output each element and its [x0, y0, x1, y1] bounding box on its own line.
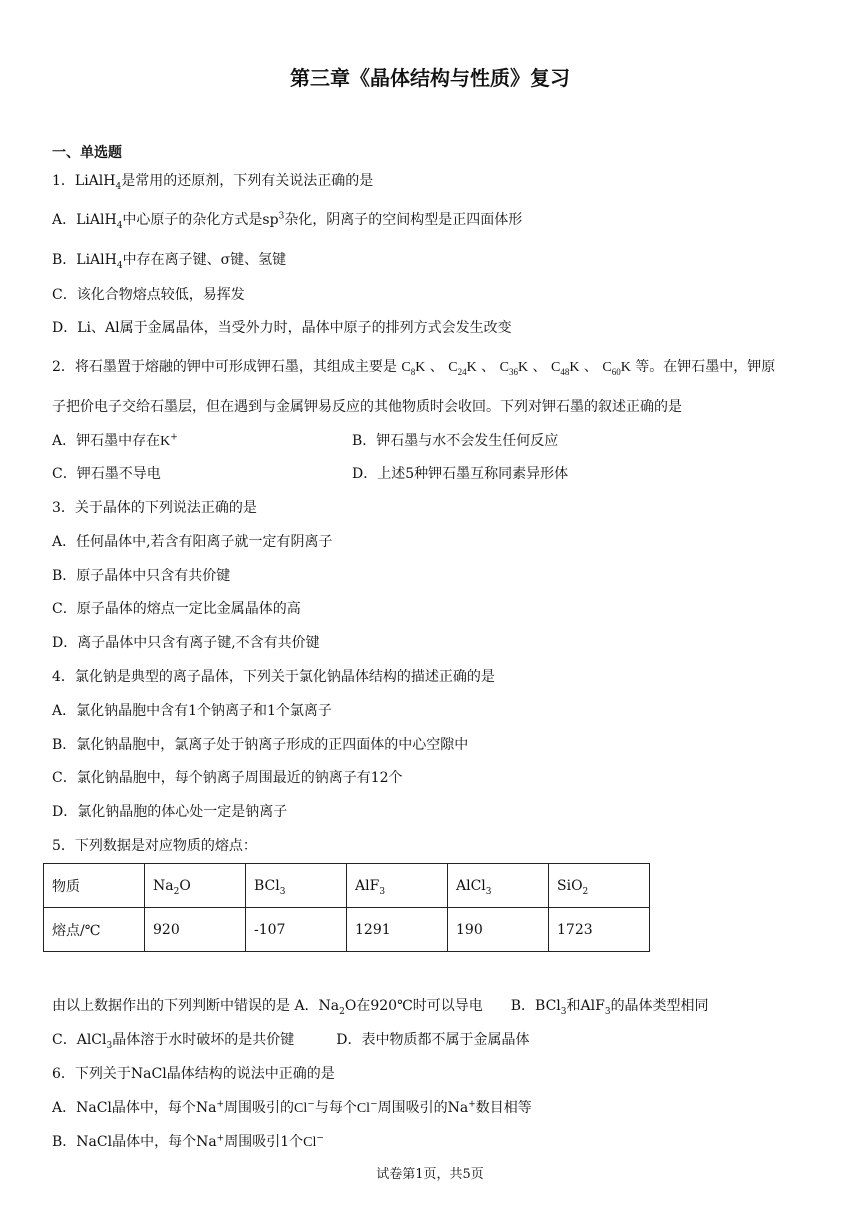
q1-option-d: D．Li、Al属于金属晶体，当受外力时，晶体中原子的排列方式会发生改变: [52, 320, 512, 336]
q5-options-line1: 由以上数据作出的下列判断中错误的是 A．$Na_2O$在920℃时可以导电 B．BCl$_3$和AlF$_3$的晶体类型相同: [52, 998, 709, 1017]
q2-option-a: A．钾石墨中存在K+: [52, 432, 178, 449]
q6-option-b: B．NaCl晶体中，每个Na+周围吸引1个Cl−: [52, 1133, 324, 1150]
q4-option-b: B．氯化钠晶胞中，氯离子处于钠离子形成的正四面体的中心空隙中: [52, 737, 469, 753]
q3-option-a: A．任何晶体中,若含有阳离子就一定有阴离子: [52, 534, 333, 550]
table-cell: AlCl$_3$: [448, 864, 549, 908]
q1-option-a: A．LiAlH$_4$中心原子的杂化方式是$sp^3$杂化，阴离子的空间构型是正四面体形: [52, 211, 523, 231]
q3-option-d: D．离子晶体中只含有离子键,不含有共价键: [52, 635, 320, 651]
q2-stem-line1: 2．将石墨置于熔融的钾中可形成钾石墨，其组成主要是 $C_8K$ 、 $C_{24}K$ 、 $C_{36}K$ 、 $C_{48}K$ 、 $C_{60}K$ 等。在钾石墨中，钾原: [52, 359, 776, 377]
q5-options-line2: C．AlCl$_3$晶体溶于水时破坏的是共价键 D．表中物质都不属于金属晶体: [52, 1032, 530, 1051]
q4-option-a: A．氯化钠晶胞中含有1个钠离子和1个氯离子: [52, 703, 332, 719]
q2-stem-line2: 子把价电子交给石墨层，但在遇到与金属钾易反应的其他物质时会收回。下列对钾石墨的叙述正确的是: [52, 399, 682, 415]
table-cell: 熔点/℃: [44, 908, 145, 952]
table-cell: $Na_2O$: [145, 864, 246, 908]
table-cell: -107: [246, 908, 347, 952]
table-row: [44, 864, 650, 908]
q4-option-d: D．氯化钠晶胞的体心处一定是钠离子: [52, 804, 288, 820]
table-cell: 1723: [549, 908, 650, 952]
formula-c24k: $C_{24}K$: [448, 360, 477, 377]
table-cell: 920: [145, 908, 246, 952]
q3-option-b: B．原子晶体中只含有共价键: [52, 568, 231, 584]
q4-option-c: C．氯化钠晶胞中，每个钠离子周围最近的钠离子有12个: [52, 770, 403, 786]
q5-stem: 5．下列数据是对应物质的熔点：: [52, 838, 257, 854]
q1-stem: 1．LiAlH$_4$是常用的还原剂，下列有关说法正确的是: [52, 173, 374, 192]
section-heading: 一、单选题: [52, 145, 122, 161]
page-footer: 试卷第1页，共5页: [376, 1167, 484, 1182]
q4-stem: 4．氯化钠是典型的离子晶体，下列关于氯化钠晶体结构的描述正确的是: [52, 669, 495, 685]
q6-stem: 6．下列关于NaCl晶体结构的说法中正确的是: [52, 1066, 335, 1082]
formula-c36k: $C_{36}K$: [499, 360, 529, 377]
table-row: [44, 908, 650, 952]
table-cell: SiO$_2$: [549, 864, 650, 908]
q2-option-c: C．钾石墨不导电: [52, 466, 161, 482]
q1-option-c: C．该化合物熔点较低，易挥发: [52, 287, 245, 303]
formula-c8k: $C_8K$: [401, 360, 426, 377]
formula-c60k: $C_{60}K$: [602, 360, 631, 377]
q1-option-b: B．LiAlH$_4$中存在离子键、σ键、氢键: [52, 252, 287, 271]
q3-stem: 3．关于晶体的下列说法正确的是: [52, 500, 257, 516]
q3-option-c: C．原子晶体的熔点一定比金属晶体的高: [52, 601, 301, 617]
q2-option-d: D．上述5种钾石墨互称同素异形体: [352, 466, 569, 482]
formula-c48k: $C_{48}K$: [550, 360, 580, 377]
table-cell: AlF$_3$: [347, 864, 448, 908]
table-cell: 物质: [44, 864, 145, 908]
page-title: 第三章《晶体结构与性质》复习: [290, 66, 570, 90]
q2-option-b: B．钾石墨与水不会发生任何反应: [352, 433, 559, 449]
melting-point-table: [43, 863, 650, 952]
table-cell: 190: [448, 908, 549, 952]
table-cell: BCl$_3$: [246, 864, 347, 908]
table-cell: 1291: [347, 908, 448, 952]
q6-option-a: A．NaCl晶体中，每个Na+周围吸引的Cl−与每个Cl−周围吸引的Na+数目相等: [52, 1099, 532, 1116]
